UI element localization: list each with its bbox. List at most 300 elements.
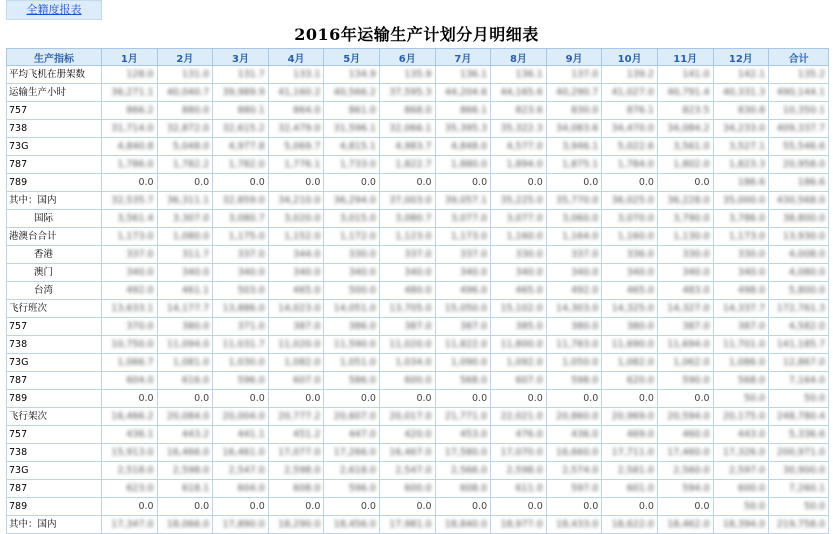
table-cell: 0.0 — [213, 174, 269, 192]
table-cell: 32,066.1 — [379, 120, 435, 138]
table-cell: 0.0 — [379, 390, 435, 408]
table-cell: 5,048.0 — [157, 138, 213, 156]
table-cell: 483.0 — [657, 282, 713, 300]
table-cell: 496.0 — [435, 282, 491, 300]
table-cell: 598.0 — [546, 372, 602, 390]
table-cell: 337.0 — [213, 246, 269, 264]
table-cell: 380.0 — [602, 318, 658, 336]
table-cell: 370.0 — [102, 318, 158, 336]
table-cell: 492.0 — [546, 282, 602, 300]
table-cell: 371.0 — [213, 318, 269, 336]
top-bar — [0, 0, 833, 22]
table-cell: 37,595.3 — [379, 84, 435, 102]
table-cell: 0.0 — [102, 174, 158, 192]
table-cell: 1,822.7 — [379, 156, 435, 174]
table-cell: 1,080.0 — [157, 228, 213, 246]
table-cell: 133.1 — [268, 66, 324, 84]
table-cell: 4,008.0 — [769, 246, 829, 264]
table-cell: 880.0 — [157, 102, 213, 120]
table-cell: 0.0 — [157, 390, 213, 408]
table-cell: 620.0 — [602, 372, 658, 390]
table-cell: 17,266.0 — [324, 444, 380, 462]
table-cell: 1,086.0 — [713, 354, 769, 372]
table-cell: 1,082.0 — [268, 354, 324, 372]
table-cell: 50.0 — [769, 390, 829, 408]
table-cell: 864.0 — [268, 102, 324, 120]
table-cell: 340.0 — [546, 264, 602, 282]
table-cell: 11,020.0 — [268, 336, 324, 354]
column-header: 8月 — [491, 49, 547, 66]
table-cell: 492.0 — [102, 282, 158, 300]
table-cell: 128.0 — [102, 66, 158, 84]
table-cell: 16,660.0 — [546, 444, 602, 462]
table-cell: 17,711.0 — [602, 444, 658, 462]
table-cell: 608.0 — [268, 480, 324, 498]
table-cell: 387.0 — [268, 318, 324, 336]
table-cell: 15,102.0 — [491, 300, 547, 318]
table-cell: 0.0 — [657, 390, 713, 408]
table-cell: 451.2 — [268, 426, 324, 444]
table-cell: 11,020.0 — [379, 336, 435, 354]
table-cell: 465.0 — [268, 282, 324, 300]
table-cell: 10,750.0 — [102, 336, 158, 354]
table-row — [7, 192, 829, 210]
table-cell: 14,325.0 — [602, 300, 658, 318]
table-cell: 0.0 — [268, 390, 324, 408]
table-cell: 34,210.0 — [268, 192, 324, 210]
table-cell: 20,607.0 — [324, 408, 380, 426]
table-cell: 13,886.0 — [213, 300, 269, 318]
table-cell: 604.0 — [213, 480, 269, 498]
table-cell: 2,560.0 — [657, 462, 713, 480]
table-cell: 31,714.0 — [102, 120, 158, 138]
table-cell: 3,080.7 — [213, 210, 269, 228]
row-label: 其中：国内 — [7, 192, 102, 210]
table-cell: 380.0 — [546, 318, 602, 336]
table-cell: 1,173.0 — [435, 228, 491, 246]
table-row — [7, 282, 829, 300]
table-cell: 14,023.0 — [268, 300, 324, 318]
table-cell: 32,535.7 — [102, 192, 158, 210]
table-cell: 607.0 — [491, 372, 547, 390]
column-header: 3月 — [213, 49, 269, 66]
table-cell: 20,175.0 — [713, 408, 769, 426]
table-cell: 0.0 — [157, 498, 213, 516]
table-cell: 866.1 — [435, 102, 491, 120]
table-cell: 13,930.0 — [769, 228, 829, 246]
table-cell: 34,233.0 — [713, 120, 769, 138]
table-cell: 15,050.0 — [435, 300, 491, 318]
table-cell: 32,859.0 — [213, 192, 269, 210]
table-cell: 0.0 — [324, 498, 380, 516]
table-cell: 1,802.0 — [657, 156, 713, 174]
table-cell: 32,615.2 — [213, 120, 269, 138]
table-cell: 596.0 — [324, 480, 380, 498]
table-cell: 3,790.0 — [657, 210, 713, 228]
column-header: 1月 — [102, 49, 158, 66]
table-cell: 1,175.0 — [213, 228, 269, 246]
table-cell: 18,462.0 — [657, 516, 713, 534]
table-cell: 35,225.0 — [491, 192, 547, 210]
table-cell: 5,336.6 — [769, 426, 829, 444]
table-cell: 0.0 — [435, 498, 491, 516]
table-cell: 1,173.0 — [713, 228, 769, 246]
row-label: 运输生产小时 — [7, 84, 102, 102]
row-label: 飞行班次 — [7, 300, 102, 318]
table-row — [7, 390, 829, 408]
table-cell: 50.0 — [713, 498, 769, 516]
table-cell: 1,164.0 — [546, 228, 602, 246]
row-label: 73G — [7, 138, 102, 156]
table-cell: 186.6 — [713, 174, 769, 192]
table-cell: 4,577.0 — [491, 138, 547, 156]
table-cell: 34,470.0 — [602, 120, 658, 138]
table-cell: 3,527.1 — [713, 138, 769, 156]
table-row — [7, 84, 829, 102]
row-label: 其中：国内 — [7, 516, 102, 534]
table-cell: 16,466.0 — [157, 444, 213, 462]
column-header: 2月 — [157, 49, 213, 66]
production-plan-table — [6, 48, 829, 534]
table-cell: 0.0 — [324, 174, 380, 192]
table-cell: 55,546.6 — [769, 138, 829, 156]
table-cell: 40,040.7 — [157, 84, 213, 102]
table-cell: 330.0 — [324, 246, 380, 264]
table-cell: 568.0 — [435, 372, 491, 390]
table-cell: 1,880.0 — [435, 156, 491, 174]
table-cell: 200,971.0 — [769, 444, 829, 462]
table-cell: 876.1 — [602, 102, 658, 120]
table-cell: 461.1 — [157, 282, 213, 300]
table-cell: 14,337.7 — [713, 300, 769, 318]
table-cell: 830.0 — [546, 102, 602, 120]
table-cell: 3,060.0 — [546, 210, 602, 228]
table-cell: 2,598.0 — [268, 462, 324, 480]
table-cell: 1,081.0 — [157, 354, 213, 372]
table-cell: 20,969.0 — [602, 408, 658, 426]
table-cell: 330.0 — [713, 246, 769, 264]
table-cell: 443.2 — [157, 426, 213, 444]
table-cell: 340.0 — [268, 264, 324, 282]
table-cell: 596.0 — [213, 372, 269, 390]
table-cell: 5,069.7 — [268, 138, 324, 156]
table-cell: 18,977.0 — [491, 516, 547, 534]
table-cell: 608.0 — [435, 480, 491, 498]
row-label: 台湾 — [7, 282, 102, 300]
table-cell: 36,228.0 — [657, 192, 713, 210]
table-cell: 2,547.0 — [213, 462, 269, 480]
row-label: 738 — [7, 120, 102, 138]
table-cell: 4,848.0 — [435, 138, 491, 156]
table-cell: 131.0 — [157, 66, 213, 84]
table-cell: 476.0 — [491, 426, 547, 444]
table-cell: 597.0 — [546, 480, 602, 498]
table-cell: 0.0 — [657, 498, 713, 516]
table-cell: 3,561.0 — [657, 138, 713, 156]
table-cell: 1,172.0 — [324, 228, 380, 246]
table-cell: 20,777.2 — [268, 408, 324, 426]
table-cell: 11,783.0 — [546, 336, 602, 354]
table-cell: 10,350.1 — [769, 102, 829, 120]
table-cell: 460.0 — [657, 426, 713, 444]
table-cell: 1,130.0 — [657, 228, 713, 246]
table-cell: 36,025.0 — [602, 192, 658, 210]
table-cell: 607.0 — [268, 372, 324, 390]
table-cell: 600.0 — [713, 480, 769, 498]
table-cell: 4,983.7 — [379, 138, 435, 156]
table-cell: 436.1 — [102, 426, 158, 444]
table-cell: 35,322.3 — [491, 120, 547, 138]
table-cell: 0.0 — [324, 390, 380, 408]
table-cell: 2,598.0 — [157, 462, 213, 480]
table-cell: 50.0 — [769, 498, 829, 516]
table-cell: 340.0 — [379, 264, 435, 282]
table-cell: 30,900.0 — [769, 462, 829, 480]
table-cell: 17,580.0 — [435, 444, 491, 462]
row-label: 757 — [7, 318, 102, 336]
table-cell: 1,123.0 — [379, 228, 435, 246]
table-cell: 453.0 — [435, 426, 491, 444]
table-cell: 20,860.0 — [546, 408, 602, 426]
table-cell: 340.0 — [491, 264, 547, 282]
table-cell: 0.0 — [602, 390, 658, 408]
table-cell: 623.0 — [102, 480, 158, 498]
table-cell: 386.0 — [324, 318, 380, 336]
table-cell: 0.0 — [213, 390, 269, 408]
row-label: 738 — [7, 336, 102, 354]
table-cell: 420.0 — [379, 426, 435, 444]
table-cell: 3,307.0 — [157, 210, 213, 228]
table-cell: 31,596.1 — [324, 120, 380, 138]
column-header: 11月 — [657, 49, 713, 66]
table-cell: 3,020.0 — [268, 210, 324, 228]
table-cell: 2,581.0 — [602, 462, 658, 480]
table-cell: 135.9 — [379, 66, 435, 84]
table-cell: 36,271.1 — [102, 84, 158, 102]
table-cell: 40,566.2 — [324, 84, 380, 102]
table-cell: 17,326.0 — [713, 444, 769, 462]
row-label: 787 — [7, 156, 102, 174]
row-label: 飞行架次 — [7, 408, 102, 426]
table-row — [7, 408, 829, 426]
table-cell: 44,204.6 — [435, 84, 491, 102]
table-row — [7, 372, 829, 390]
table-cell: 3,561.4 — [102, 210, 158, 228]
table-cell: 12,867.0 — [769, 354, 829, 372]
table-cell: 866.2 — [102, 102, 158, 120]
table-cell: 20,017.0 — [379, 408, 435, 426]
row-label: 73G — [7, 354, 102, 372]
table-cell: 1,782.2 — [157, 156, 213, 174]
table-cell: 18,066.0 — [157, 516, 213, 534]
table-cell: 604.0 — [102, 372, 158, 390]
column-header-metric: 生产指标 — [7, 49, 102, 66]
row-label: 73G — [7, 462, 102, 480]
table-cell: 409,337.7 — [769, 120, 829, 138]
table-cell: 387.0 — [379, 318, 435, 336]
table-cell: 500.0 — [324, 282, 380, 300]
table-cell: 17,460.0 — [657, 444, 713, 462]
table-cell: 616.0 — [157, 372, 213, 390]
table-cell: 1,784.0 — [602, 156, 658, 174]
table-cell: 480.0 — [379, 282, 435, 300]
table-cell: 11,031.7 — [213, 336, 269, 354]
column-header: 7月 — [435, 49, 491, 66]
table-row — [7, 174, 829, 192]
table-cell: 336.0 — [602, 246, 658, 264]
table-cell: 1,082.0 — [602, 354, 658, 372]
table-cell: 868.0 — [379, 102, 435, 120]
report-tab-link[interactable]: 全籍度报表 — [6, 0, 102, 20]
table-cell: 248,780.4 — [769, 408, 829, 426]
table-cell: 0.0 — [435, 390, 491, 408]
table-row — [7, 156, 829, 174]
column-header: 5月 — [324, 49, 380, 66]
table-cell: 490,144.1 — [769, 84, 829, 102]
table-cell: 131.7 — [213, 66, 269, 84]
row-label: 757 — [7, 426, 102, 444]
table-cell: 469.0 — [602, 426, 658, 444]
table-cell: 13,633.1 — [102, 300, 158, 318]
table-cell: 823.5 — [657, 102, 713, 120]
table-cell: 17,347.0 — [102, 516, 158, 534]
table-cell: 4,815.1 — [324, 138, 380, 156]
table-cell: 2,574.0 — [546, 462, 602, 480]
table-row — [7, 498, 829, 516]
table-cell: 340.0 — [102, 264, 158, 282]
row-label: 国际 — [7, 210, 102, 228]
table-cell: 17,077.0 — [268, 444, 324, 462]
table-cell: 2,566.0 — [435, 462, 491, 480]
table-cell: 337.0 — [102, 246, 158, 264]
table-cell: 3,070.0 — [602, 210, 658, 228]
table-cell: 436.0 — [546, 426, 602, 444]
table-cell: 0.0 — [102, 390, 158, 408]
table-cell: 172,761.3 — [769, 300, 829, 318]
table-cell: 2,598.0 — [491, 462, 547, 480]
table-cell: 44,165.6 — [491, 84, 547, 102]
column-header: 10月 — [602, 49, 658, 66]
table-row — [7, 300, 829, 318]
table-cell: 2,518.0 — [102, 462, 158, 480]
table-cell: 34,083.6 — [546, 120, 602, 138]
column-header: 9月 — [546, 49, 602, 66]
table-cell: 41,160.2 — [268, 84, 324, 102]
table-cell: 38,800.0 — [769, 210, 829, 228]
table-cell: 1,776.1 — [268, 156, 324, 174]
table-cell: 1,066.7 — [102, 354, 158, 372]
table-cell: 1,030.0 — [213, 354, 269, 372]
table-cell: 11,800.0 — [491, 336, 547, 354]
table-cell: 141,185.7 — [769, 336, 829, 354]
table-cell: 36,311.1 — [157, 192, 213, 210]
table-cell: 600.0 — [379, 372, 435, 390]
table-cell: 17,070.0 — [491, 444, 547, 462]
table-cell: 3,946.1 — [546, 138, 602, 156]
row-label: 789 — [7, 498, 102, 516]
table-cell: 136.1 — [435, 66, 491, 84]
table-cell: 36,294.0 — [324, 192, 380, 210]
row-label: 757 — [7, 102, 102, 120]
table-cell: 1,062.0 — [657, 354, 713, 372]
table-cell: 0.0 — [379, 174, 435, 192]
table-cell: 311.7 — [157, 246, 213, 264]
table-cell: 4,582.0 — [769, 318, 829, 336]
table-cell: 41,027.0 — [602, 84, 658, 102]
table-cell: 3,786.0 — [713, 210, 769, 228]
table-cell: 1,894.0 — [491, 156, 547, 174]
table-cell: 39,057.1 — [435, 192, 491, 210]
table-cell: 40,290.7 — [546, 84, 602, 102]
table-row — [7, 138, 829, 156]
table-cell: 1,160.0 — [491, 228, 547, 246]
table-row — [7, 336, 829, 354]
table-row — [7, 444, 829, 462]
table-cell: 3,077.0 — [435, 210, 491, 228]
row-label: 平均飞机在册架数 — [7, 66, 102, 84]
table-cell: 35,770.0 — [546, 192, 602, 210]
table-cell: 1,050.0 — [546, 354, 602, 372]
table-cell: 50.0 — [713, 390, 769, 408]
table-cell: 11,694.0 — [657, 336, 713, 354]
table-cell: 340.0 — [602, 264, 658, 282]
table-cell: 1,875.1 — [546, 156, 602, 174]
row-label: 789 — [7, 174, 102, 192]
table-cell: 1,160.0 — [602, 228, 658, 246]
table-cell: 139.2 — [602, 66, 658, 84]
table-cell: 32,872.0 — [157, 120, 213, 138]
table-cell: 32,479.0 — [268, 120, 324, 138]
table-cell: 142.1 — [713, 66, 769, 84]
table-cell: 20,004.0 — [213, 408, 269, 426]
table-row — [7, 246, 829, 264]
table-row — [7, 318, 829, 336]
table-cell: 330.0 — [491, 246, 547, 264]
table-cell: 11,701.0 — [713, 336, 769, 354]
table-cell: 340.0 — [324, 264, 380, 282]
table-cell: 13,705.0 — [379, 300, 435, 318]
table-cell: 141.0 — [657, 66, 713, 84]
table-cell: 20,084.0 — [157, 408, 213, 426]
table-cell: 0.0 — [379, 498, 435, 516]
row-label: 787 — [7, 372, 102, 390]
table-row — [7, 66, 829, 84]
table-cell: 20,594.0 — [657, 408, 713, 426]
table-cell: 136.1 — [491, 66, 547, 84]
table-cell: 18,456.0 — [324, 516, 380, 534]
table-cell: 20,958.0 — [769, 156, 829, 174]
table-cell: 0.0 — [491, 174, 547, 192]
table-cell: 1,051.0 — [324, 354, 380, 372]
table-header-row — [7, 49, 829, 66]
table-cell: 465.0 — [491, 282, 547, 300]
table-cell: 137.0 — [546, 66, 602, 84]
column-header: 合计 — [769, 49, 829, 66]
column-header: 6月 — [379, 49, 435, 66]
table-cell: 0.0 — [157, 174, 213, 192]
table-cell: 861.0 — [324, 102, 380, 120]
table-cell: 15,913.0 — [102, 444, 158, 462]
table-cell: 586.0 — [324, 372, 380, 390]
table-cell: 0.0 — [546, 390, 602, 408]
table-cell: 447.0 — [324, 426, 380, 444]
table-cell: 387.0 — [713, 318, 769, 336]
table-cell: 340.0 — [435, 264, 491, 282]
table-cell: 600.0 — [379, 480, 435, 498]
table-cell: 337.0 — [546, 246, 602, 264]
table-row — [7, 102, 829, 120]
table-cell: 1,823.3 — [713, 156, 769, 174]
